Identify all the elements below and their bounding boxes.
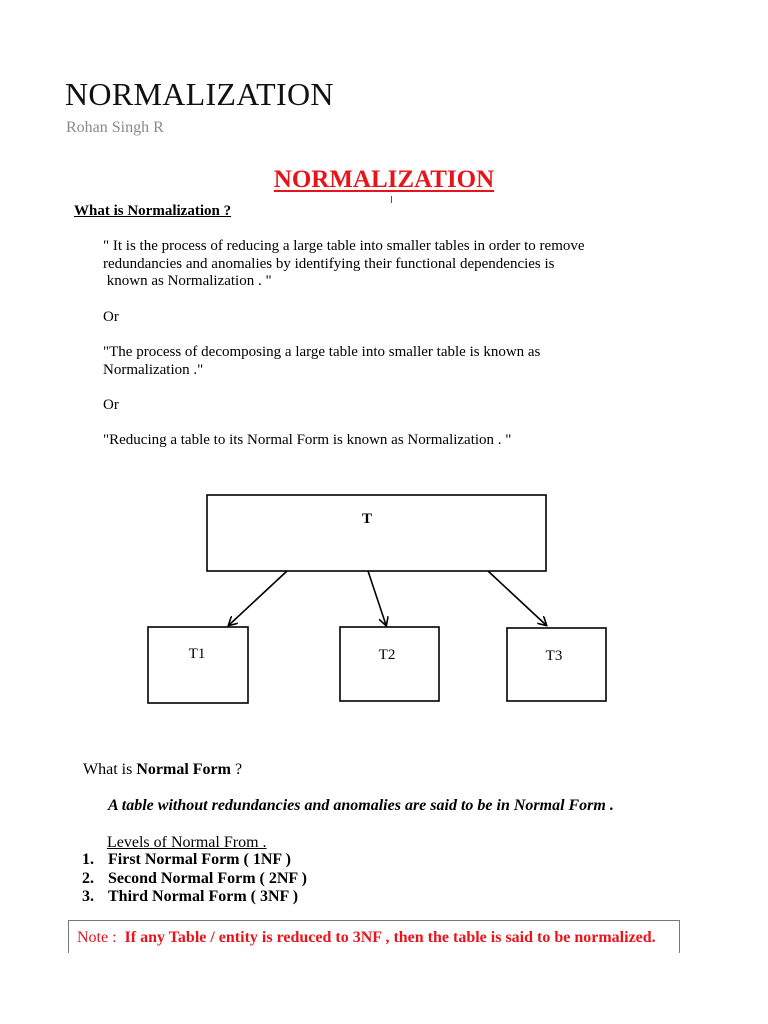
normal-form-definition: A table without redundancies and anomalies are said to be in Normal Form . <box>108 797 614 814</box>
or-separator: Or <box>103 309 119 325</box>
level-label: First Normal Form ( 1NF ) <box>108 851 291 868</box>
definition-1-line: redundancies and anomalies by identifying their functional dependencies is <box>103 255 555 272</box>
child-table-box-t3 <box>507 628 606 701</box>
note <box>77 929 656 947</box>
normal-form-question-suffix: ? <box>230 761 243 778</box>
definition-3: "Reducing a table to its Normal Form is known as Normalization . " <box>103 432 512 448</box>
document-title: NORMALIZATION <box>65 76 334 112</box>
arrow-to-t3 <box>488 571 546 625</box>
page-heading: NORMALIZATION <box>273 166 495 193</box>
definition-2-line: Normalization ." <box>103 361 204 378</box>
or-separator: Or <box>103 397 119 413</box>
level-label: Second Normal Form ( 2NF ) <box>108 870 307 887</box>
text-cursor-mark <box>391 196 392 203</box>
level-item <box>82 851 291 869</box>
definition-2 <box>103 344 540 379</box>
level-number: 2. <box>82 870 94 887</box>
definition-1 <box>103 238 585 291</box>
normal-form-question <box>83 761 242 779</box>
level-label: Third Normal Form ( 3NF ) <box>108 888 299 905</box>
note-text: If any Table / entity is reduced to 3NF , then the table is said to be normalized. <box>120 929 656 946</box>
level-number: 1. <box>82 851 94 868</box>
definition-2-line: "The process of decomposing a large table into smaller table is known as <box>103 344 541 360</box>
parent-table-box <box>207 495 546 571</box>
normal-form-term: Normal Form <box>136 761 231 778</box>
child-table-label-t1: T1 <box>188 646 206 662</box>
child-table-label-t3: T3 <box>545 648 563 664</box>
document-author: Rohan Singh R <box>66 119 164 136</box>
definition-1-line: " It is the process of reducing a large table into smaller tables in order to remove <box>103 238 585 254</box>
levels-heading: Levels of Normal From . <box>107 834 267 851</box>
child-table-label-t2: T2 <box>378 647 396 663</box>
arrow-to-t2 <box>368 571 386 625</box>
level-item <box>82 888 298 906</box>
definition-1-line: known as Normalization . " <box>103 273 272 289</box>
child-table-box-t2 <box>340 627 439 701</box>
question-heading: What is Normalization ? <box>74 203 232 219</box>
level-number: 3. <box>82 888 94 905</box>
level-item <box>82 870 307 888</box>
arrow-to-t1 <box>229 571 287 625</box>
note-label: Note : <box>77 929 121 946</box>
decomposition-diagram <box>0 480 768 710</box>
parent-table-label: T <box>361 511 373 527</box>
child-table-box-t1 <box>148 627 248 703</box>
normal-form-question-prefix: What is <box>83 761 137 778</box>
